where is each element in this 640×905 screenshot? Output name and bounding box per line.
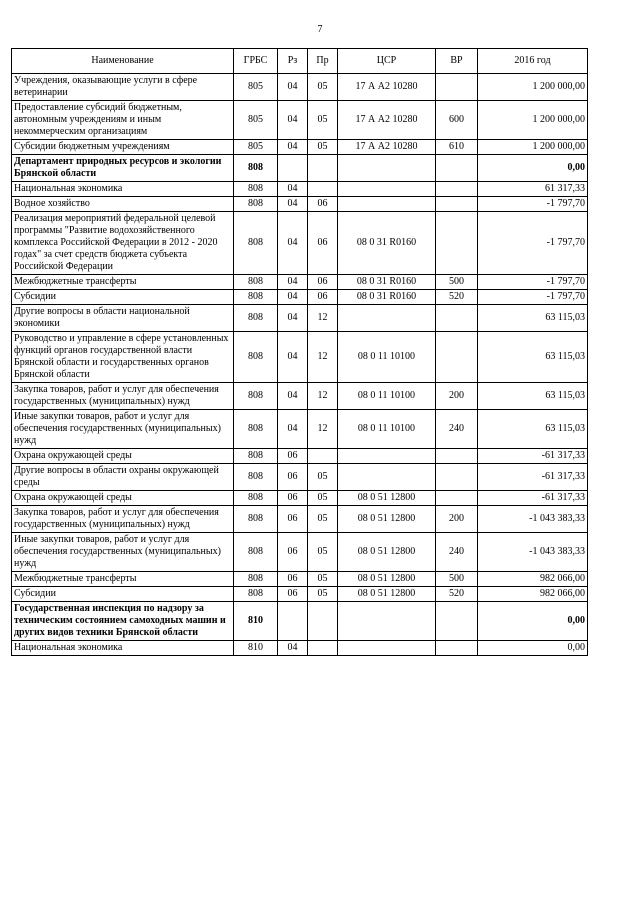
- cell-amount: 63 115,03: [478, 305, 588, 332]
- cell-pr: 12: [308, 410, 338, 449]
- cell-amount: -1 797,70: [478, 212, 588, 275]
- table-row: [12, 491, 588, 506]
- table-row: [12, 305, 588, 332]
- cell-name: Государственная инспекция по надзору за техническим состоянием самоходных машин и других видов техники Брянской области: [12, 602, 234, 641]
- cell-name: Иные закупки товаров, работ и услуг для обеспечения государственных (муниципальных) нужд: [12, 410, 234, 449]
- cell-grbs: 808: [234, 332, 278, 383]
- cell-grbs: 808: [234, 182, 278, 197]
- cell-amount: 0,00: [478, 641, 588, 656]
- cell-csr: [338, 641, 436, 656]
- cell-pr: 05: [308, 572, 338, 587]
- cell-vr: [436, 491, 478, 506]
- budget-table: [11, 48, 588, 656]
- cell-vr: [436, 449, 478, 464]
- cell-rz: 04: [278, 290, 308, 305]
- cell-vr: 500: [436, 275, 478, 290]
- cell-grbs: 810: [234, 641, 278, 656]
- cell-amount: -1 043 383,33: [478, 533, 588, 572]
- cell-amount: 982 066,00: [478, 587, 588, 602]
- cell-grbs: 808: [234, 383, 278, 410]
- cell-csr: 08 0 31 R0160: [338, 212, 436, 275]
- cell-grbs: 808: [234, 155, 278, 182]
- cell-rz: 04: [278, 182, 308, 197]
- cell-amount: 61 317,33: [478, 182, 588, 197]
- cell-pr: 06: [308, 290, 338, 305]
- table-row: [12, 182, 588, 197]
- cell-csr: 08 0 51 12800: [338, 491, 436, 506]
- cell-csr: [338, 602, 436, 641]
- cell-grbs: 808: [234, 506, 278, 533]
- cell-vr: 200: [436, 506, 478, 533]
- cell-name: Охрана окружающей среды: [12, 449, 234, 464]
- cell-pr: 05: [308, 491, 338, 506]
- cell-rz: 06: [278, 587, 308, 602]
- cell-amount: -61 317,33: [478, 464, 588, 491]
- cell-grbs: 808: [234, 305, 278, 332]
- cell-csr: 08 0 31 R0160: [338, 290, 436, 305]
- table-row: [12, 449, 588, 464]
- cell-csr: 08 0 51 12800: [338, 572, 436, 587]
- cell-pr: 05: [308, 74, 338, 101]
- cell-csr: [338, 182, 436, 197]
- page-number: 7: [317, 24, 323, 35]
- cell-pr: 05: [308, 533, 338, 572]
- cell-rz: 06: [278, 506, 308, 533]
- cell-vr: [436, 641, 478, 656]
- cell-amount: 0,00: [478, 602, 588, 641]
- cell-vr: [436, 305, 478, 332]
- cell-amount: 1 200 000,00: [478, 140, 588, 155]
- cell-vr: [436, 332, 478, 383]
- header-rz: Рз: [278, 49, 308, 74]
- cell-csr: 17 А А2 10280: [338, 74, 436, 101]
- cell-pr: [308, 155, 338, 182]
- table-row: [12, 533, 588, 572]
- cell-rz: [278, 155, 308, 182]
- cell-rz: 06: [278, 449, 308, 464]
- header-pr: Пр: [308, 49, 338, 74]
- table-row: [12, 506, 588, 533]
- cell-pr: 12: [308, 305, 338, 332]
- cell-grbs: 805: [234, 140, 278, 155]
- cell-rz: 04: [278, 197, 308, 212]
- table-row: [12, 140, 588, 155]
- cell-name: Предоставление субсидий бюджетным, автономным учреждениям и иным некоммерческим организациям: [12, 101, 234, 140]
- cell-rz: 04: [278, 410, 308, 449]
- cell-pr: [308, 182, 338, 197]
- cell-name: Закупка товаров, работ и услуг для обеспечения государственных (муниципальных) нужд: [12, 506, 234, 533]
- cell-rz: 06: [278, 572, 308, 587]
- table-row: [12, 197, 588, 212]
- cell-rz: 04: [278, 383, 308, 410]
- cell-csr: [338, 449, 436, 464]
- cell-name: Закупка товаров, работ и услуг для обеспечения государственных (муниципальных) нужд: [12, 383, 234, 410]
- cell-pr: 12: [308, 383, 338, 410]
- cell-amount: -1 797,70: [478, 275, 588, 290]
- cell-vr: [436, 197, 478, 212]
- cell-grbs: 808: [234, 449, 278, 464]
- cell-amount: 1 200 000,00: [478, 74, 588, 101]
- cell-rz: 06: [278, 533, 308, 572]
- cell-grbs: 808: [234, 464, 278, 491]
- table-row: [12, 332, 588, 383]
- table-header: [12, 49, 588, 74]
- cell-vr: [436, 464, 478, 491]
- cell-amount: -1 797,70: [478, 290, 588, 305]
- cell-vr: [436, 155, 478, 182]
- cell-rz: 04: [278, 74, 308, 101]
- cell-csr: 08 0 31 R0160: [338, 275, 436, 290]
- cell-csr: 17 А А2 10280: [338, 140, 436, 155]
- cell-vr: [436, 74, 478, 101]
- table-row: [12, 275, 588, 290]
- cell-rz: 04: [278, 140, 308, 155]
- table-row: [12, 572, 588, 587]
- cell-csr: 08 0 11 10100: [338, 383, 436, 410]
- cell-pr: 06: [308, 212, 338, 275]
- cell-pr: [308, 602, 338, 641]
- cell-name: Охрана окружающей среды: [12, 491, 234, 506]
- cell-amount: -1 043 383,33: [478, 506, 588, 533]
- cell-rz: 04: [278, 212, 308, 275]
- cell-vr: 610: [436, 140, 478, 155]
- cell-pr: [308, 449, 338, 464]
- table-row: [12, 602, 588, 641]
- cell-csr: 08 0 11 10100: [338, 410, 436, 449]
- cell-pr: 12: [308, 332, 338, 383]
- cell-pr: 05: [308, 101, 338, 140]
- cell-rz: 04: [278, 275, 308, 290]
- cell-vr: 600: [436, 101, 478, 140]
- cell-csr: 08 0 51 12800: [338, 506, 436, 533]
- cell-pr: 06: [308, 197, 338, 212]
- cell-name: Руководство и управление в сфере установленных функций органов государственной власти Брянской области и государственных органов Брянской области: [12, 332, 234, 383]
- header-vr: ВР: [436, 49, 478, 74]
- cell-name: Межбюджетные трансферты: [12, 275, 234, 290]
- cell-grbs: 808: [234, 587, 278, 602]
- cell-csr: 08 0 51 12800: [338, 533, 436, 572]
- cell-csr: 17 А А2 10280: [338, 101, 436, 140]
- table-row: [12, 383, 588, 410]
- cell-pr: 05: [308, 464, 338, 491]
- cell-pr: 05: [308, 506, 338, 533]
- cell-vr: 240: [436, 410, 478, 449]
- cell-name: Другие вопросы в области охраны окружающей среды: [12, 464, 234, 491]
- cell-rz: 04: [278, 332, 308, 383]
- table-row: [12, 155, 588, 182]
- cell-name: Субсидии: [12, 290, 234, 305]
- cell-grbs: 808: [234, 491, 278, 506]
- cell-csr: [338, 305, 436, 332]
- table-row: [12, 410, 588, 449]
- cell-grbs: 805: [234, 101, 278, 140]
- cell-pr: 05: [308, 587, 338, 602]
- table-row: [12, 74, 588, 101]
- cell-name: Национальная экономика: [12, 641, 234, 656]
- cell-name: Субсидии: [12, 587, 234, 602]
- cell-rz: [278, 602, 308, 641]
- cell-vr: [436, 212, 478, 275]
- cell-vr: 200: [436, 383, 478, 410]
- cell-csr: [338, 155, 436, 182]
- header-year: 2016 год: [478, 49, 588, 74]
- cell-name: Реализация мероприятий федеральной целевой программы "Развитие водохозяйственного комплекса Российской Федерации в 2012 - 2020 годах" за счет средств бюджета субъекта Российской Федерации: [12, 212, 234, 275]
- cell-rz: 06: [278, 464, 308, 491]
- cell-name: Другие вопросы в области национальной экономики: [12, 305, 234, 332]
- cell-name: Водное хозяйство: [12, 197, 234, 212]
- cell-grbs: 810: [234, 602, 278, 641]
- header-row: [12, 49, 588, 74]
- cell-grbs: 808: [234, 572, 278, 587]
- table-row: [12, 587, 588, 602]
- cell-csr: 08 0 11 10100: [338, 332, 436, 383]
- cell-grbs: 805: [234, 74, 278, 101]
- table-row: [12, 212, 588, 275]
- cell-vr: 520: [436, 587, 478, 602]
- cell-grbs: 808: [234, 275, 278, 290]
- cell-amount: 1 200 000,00: [478, 101, 588, 140]
- cell-amount: 63 115,03: [478, 332, 588, 383]
- cell-grbs: 808: [234, 212, 278, 275]
- cell-amount: 63 115,03: [478, 410, 588, 449]
- cell-amount: -1 797,70: [478, 197, 588, 212]
- cell-name: Национальная экономика: [12, 182, 234, 197]
- cell-rz: 06: [278, 491, 308, 506]
- cell-vr: [436, 182, 478, 197]
- cell-name: Департамент природных ресурсов и экологии Брянской области: [12, 155, 234, 182]
- cell-vr: 240: [436, 533, 478, 572]
- cell-rz: 04: [278, 641, 308, 656]
- cell-vr: 500: [436, 572, 478, 587]
- cell-vr: 520: [436, 290, 478, 305]
- cell-name: Субсидии бюджетным учреждениям: [12, 140, 234, 155]
- cell-name: Иные закупки товаров, работ и услуг для обеспечения государственных (муниципальных) нужд: [12, 533, 234, 572]
- table-body: [12, 74, 588, 656]
- cell-grbs: 808: [234, 197, 278, 212]
- cell-rz: 04: [278, 101, 308, 140]
- table-row: [12, 101, 588, 140]
- cell-pr: 06: [308, 275, 338, 290]
- cell-amount: -61 317,33: [478, 491, 588, 506]
- cell-grbs: 808: [234, 410, 278, 449]
- cell-csr: [338, 197, 436, 212]
- cell-grbs: 808: [234, 290, 278, 305]
- header-name: Наименование: [12, 49, 234, 74]
- cell-amount: 0,00: [478, 155, 588, 182]
- cell-name: Учреждения, оказывающие услуги в сфере ветеринарии: [12, 74, 234, 101]
- cell-amount: 982 066,00: [478, 572, 588, 587]
- table-row: [12, 464, 588, 491]
- cell-name: Межбюджетные трансферты: [12, 572, 234, 587]
- cell-csr: [338, 464, 436, 491]
- cell-amount: -61 317,33: [478, 449, 588, 464]
- cell-rz: 04: [278, 305, 308, 332]
- table-row: [12, 290, 588, 305]
- cell-amount: 63 115,03: [478, 383, 588, 410]
- cell-csr: 08 0 51 12800: [338, 587, 436, 602]
- table-row: [12, 641, 588, 656]
- cell-pr: [308, 641, 338, 656]
- header-grbs: ГРБС: [234, 49, 278, 74]
- cell-pr: 05: [308, 140, 338, 155]
- header-csr: ЦСР: [338, 49, 436, 74]
- cell-vr: [436, 602, 478, 641]
- cell-grbs: 808: [234, 533, 278, 572]
